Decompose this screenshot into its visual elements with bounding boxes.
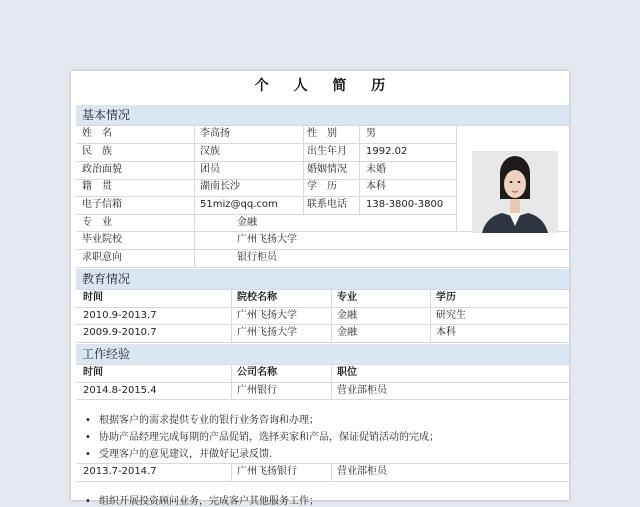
label-school: 毕业院校 — [82, 234, 122, 245]
label-birth: 出生年月 — [307, 146, 347, 157]
edu-row-2-time: 2009.9-2010.7 — [83, 327, 157, 338]
label-ethnicity: 民 族 — [82, 146, 112, 157]
value-marital: 未婚 — [366, 164, 386, 175]
bullet-icon: • — [85, 496, 91, 507]
edu-header-school: 院校名称 — [237, 292, 277, 303]
edu-row-1-major: 金融 — [337, 310, 357, 321]
label-major: 专 业 — [82, 217, 112, 228]
edu-row-1-school: 广州飞扬大学 — [237, 310, 297, 321]
resume-page — [71, 71, 569, 507]
work-header-position: 职位 — [337, 367, 357, 378]
job-1-duty: • 受理客户的意见建议，并做好记录反馈. — [85, 449, 273, 460]
job-2-position: 营业部柜员 — [337, 466, 387, 477]
label-marital: 婚姻情况 — [307, 164, 347, 175]
label-email: 电子信箱 — [82, 199, 122, 210]
edu-header-degree: 学历 — [436, 292, 456, 303]
page-title: 个 人 简 历 — [254, 78, 396, 94]
label-objective: 求职意向 — [82, 252, 122, 263]
profile-photo — [472, 151, 558, 233]
job-1-duty: • 根据客户的需求提供专业的银行业务咨询和办理； — [85, 415, 319, 426]
job-1-duty: • 协助产品经理完成每期的产品促销，选择卖家和产品，保证促销活动的完成； — [85, 432, 439, 443]
section-basic-heading: 基本情况 — [76, 105, 569, 125]
edu-row-2-degree: 本科 — [436, 327, 456, 338]
label-degree: 学 历 — [307, 181, 337, 192]
value-name: 李高扬 — [200, 128, 230, 139]
label-political: 政治面貌 — [82, 164, 122, 175]
edu-row-2-school: 广州飞扬大学 — [237, 327, 297, 338]
bullet-icon: • — [85, 449, 91, 460]
job-1-company: 广州银行 — [237, 385, 277, 396]
job-1-period: 2014.8-2015.4 — [83, 385, 157, 396]
value-hometown: 湖南长沙 — [200, 181, 240, 192]
edu-row-2-major: 金融 — [337, 327, 357, 338]
edu-row-1-degree: 研究生 — [436, 310, 466, 321]
work-header-company: 公司名称 — [237, 367, 277, 378]
label-name: 姓 名 — [82, 128, 112, 139]
value-phone: 138-3800-3800 — [366, 199, 444, 210]
value-degree: 本科 — [366, 181, 386, 192]
work-header-time: 时间 — [83, 367, 103, 378]
value-school: 广州飞扬大学 — [237, 234, 297, 245]
edu-row-1-time: 2010.9-2013.7 — [83, 310, 157, 321]
edu-header-time: 时间 — [83, 292, 103, 303]
value-ethnicity: 汉族 — [200, 146, 220, 157]
job-1-position: 营业部柜员 — [337, 385, 387, 396]
job-2-period: 2013.7-2014.7 — [83, 466, 157, 477]
value-objective: 银行柜员 — [237, 252, 277, 263]
label-phone: 联系电话 — [307, 199, 347, 210]
section-education-heading: 教育情况 — [76, 269, 569, 289]
job-2-company: 广州飞扬银行 — [237, 466, 297, 477]
value-gender: 男 — [366, 128, 376, 139]
bullet-icon: • — [85, 432, 91, 443]
value-email: 51miz@qq.com — [200, 199, 278, 210]
bullet-icon: • — [85, 415, 91, 426]
label-gender: 性 别 — [307, 128, 337, 139]
value-major: 金融 — [237, 217, 257, 228]
value-political: 团员 — [200, 164, 220, 175]
label-hometown: 籍 贯 — [82, 181, 112, 192]
job-2-duty: • 组织开展投资顾问业务，完成客户其他服务工作； — [85, 496, 319, 507]
edu-header-major: 专业 — [337, 292, 357, 303]
value-birth: 1992.02 — [366, 146, 408, 157]
section-work-heading: 工作经验 — [76, 344, 569, 364]
